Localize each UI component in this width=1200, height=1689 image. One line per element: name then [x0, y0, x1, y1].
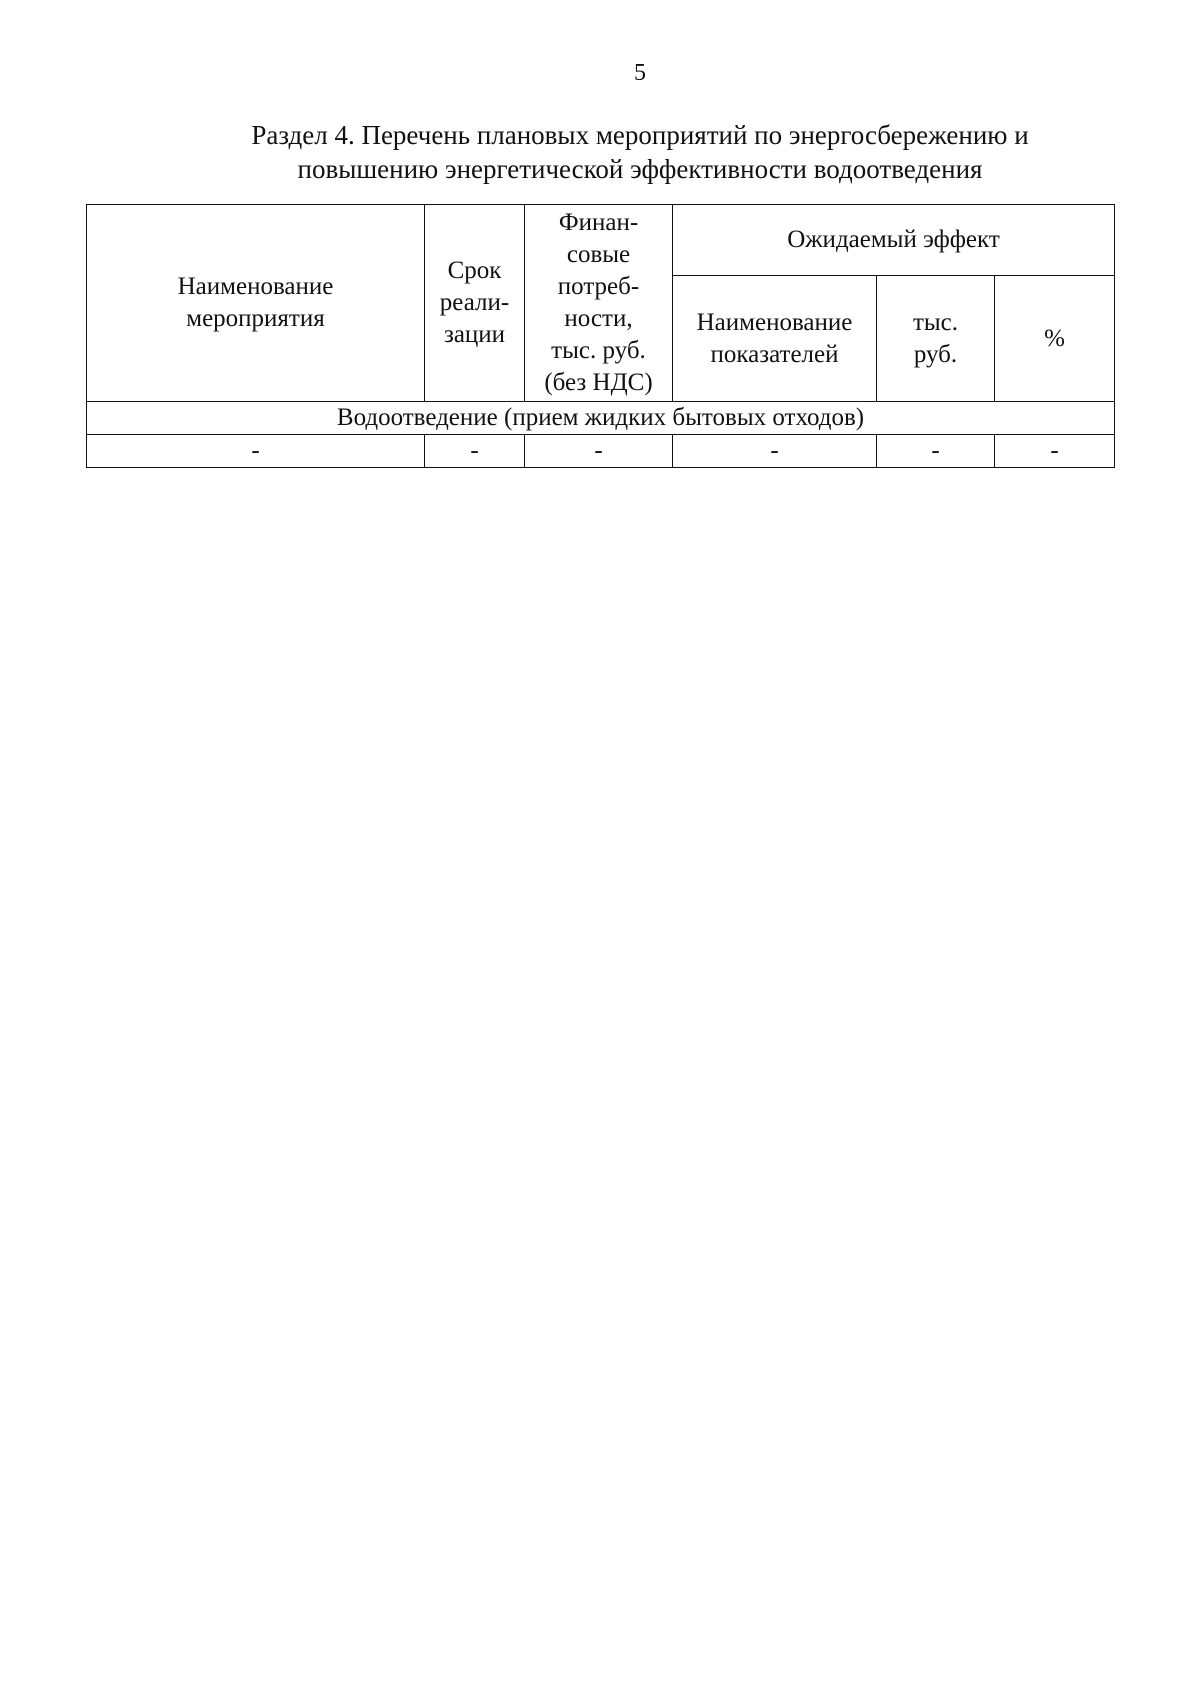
- table-cell: -: [995, 435, 1115, 468]
- section-row-label: Водоотведение (прием жидких бытовых отходов): [87, 402, 1115, 435]
- table-cell: -: [425, 435, 525, 468]
- header-financial-needs: Финан- совые потреб- ности, тыс. руб. (без НДС): [525, 205, 673, 402]
- header-term: Срок реали- зации: [425, 205, 525, 402]
- header-measure-name: Наименование мероприятия: [87, 205, 425, 402]
- section-title-line-2: повышению энергетической эффективности водоотведения: [297, 154, 983, 184]
- table-cell: -: [877, 435, 995, 468]
- header-expected-effect: Ожидаемый эффект: [673, 205, 1115, 276]
- header-thousand-rub: тыс. руб.: [877, 276, 995, 402]
- section-title: [120, 118, 1160, 186]
- table-row: [87, 435, 1115, 468]
- header-indicators-name: Наименование показателей: [673, 276, 877, 402]
- section-title-line-1: Раздел 4. Перечень плановых мероприятий по энергосбережению и: [251, 120, 1029, 150]
- table-cell: -: [525, 435, 673, 468]
- table-cell: -: [87, 435, 425, 468]
- header-percent: %: [995, 276, 1115, 402]
- measures-table: [86, 204, 1115, 468]
- table-cell: -: [673, 435, 877, 468]
- page-number: 5: [634, 60, 646, 86]
